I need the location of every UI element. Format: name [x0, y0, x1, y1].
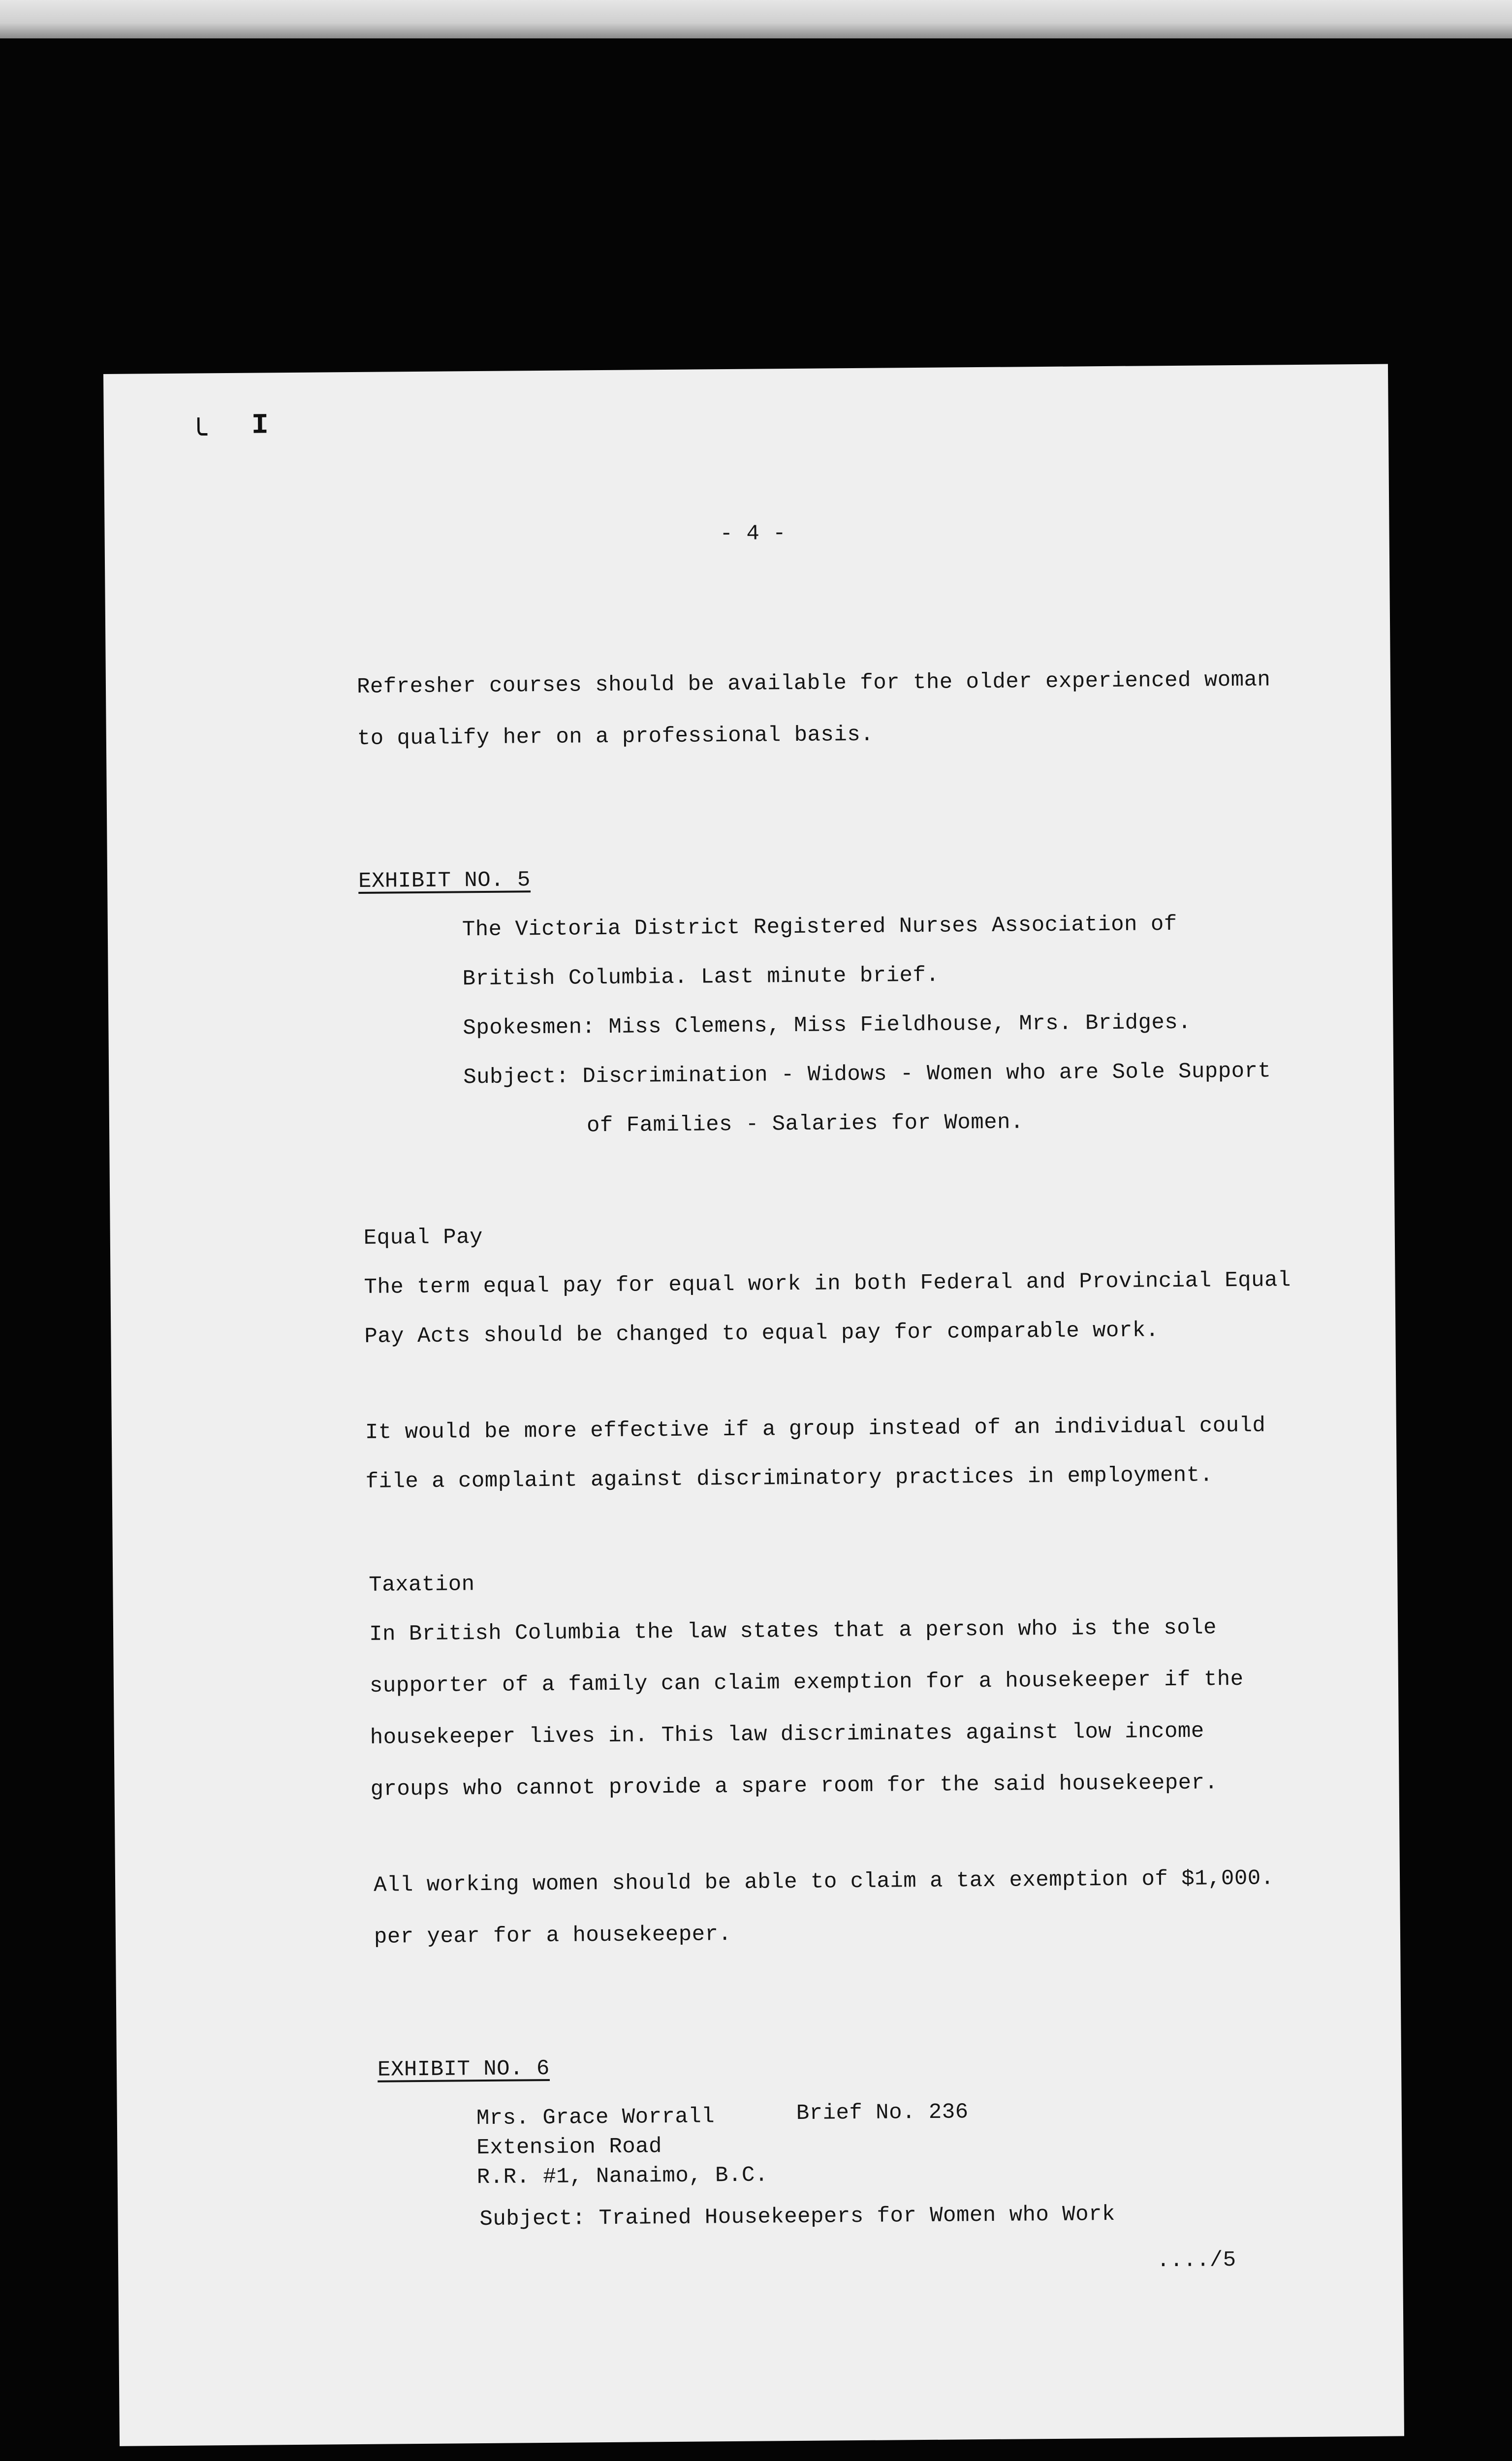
taxation-line: All working women should be able to claim a tax exemption of $1,000.	[373, 1866, 1274, 1898]
page-number: - 4 -	[720, 521, 787, 547]
taxation-line: groups who cannot provide a spare room for the said housekeeper.	[370, 1770, 1218, 1802]
equal-pay-line: It would be more effective if a group instead of an individual could	[365, 1413, 1266, 1445]
exhibit-6-subject: Subject: Trained Housekeepers for Women who Work	[479, 2202, 1116, 2232]
equal-pay-line: Pay Acts should be changed to equal pay for comparable work.	[364, 1318, 1159, 1349]
section-heading-taxation: Taxation	[369, 1572, 475, 1598]
film-edge	[0, 0, 1512, 38]
hole-punch-mark: ╰	[189, 421, 208, 453]
intro-line: to qualify her on a professional basis.	[357, 722, 874, 751]
exhibit-5-line: British Columbia. Last minute brief.	[462, 963, 940, 992]
document-page	[103, 364, 1404, 2446]
exhibit-6-heading: EXHIBIT NO. 6	[377, 2056, 550, 2082]
exhibit-6-address-line: Mrs. Grace Worrall	[476, 2104, 715, 2131]
equal-pay-line: The term equal pay for equal work in both Federal and Provincial Equal	[364, 1268, 1292, 1300]
section-heading-equal-pay: Equal Pay	[363, 1225, 483, 1251]
hole-punch-mark: I	[251, 410, 269, 442]
taxation-line: In British Columbia the law states that a person who is the sole	[369, 1615, 1217, 1647]
taxation-line: supporter of a family can claim exemption for a housekeeper if the	[369, 1667, 1244, 1699]
exhibit-6-address-line: Extension Road	[476, 2134, 662, 2161]
equal-pay-line: file a complaint against discriminatory practices in employment.	[365, 1463, 1213, 1494]
exhibit-6-address-line: R.R. #1, Nanaimo, B.C.	[476, 2163, 768, 2190]
taxation-line: housekeeper lives in. This law discriminates against low income	[370, 1719, 1204, 1750]
exhibit-5-line: of Families - Salaries for Women.	[586, 1110, 1024, 1138]
exhibit-5-heading: EXHIBIT NO. 5	[358, 868, 531, 894]
continuation-marker: ..../5	[1156, 2248, 1236, 2273]
intro-line: Refresher courses should be available for the older experienced woman	[356, 667, 1271, 699]
taxation-line: per year for a housekeeper.	[374, 1922, 732, 1950]
exhibit-6-brief-number: Brief No. 236	[796, 2100, 969, 2126]
exhibit-5-line: Spokesmen: Miss Clemens, Miss Fieldhouse, Mrs. Bridges.	[463, 1010, 1192, 1041]
exhibit-5-line: The Victoria District Registered Nurses Association of	[462, 912, 1177, 943]
exhibit-5-line: Subject: Discrimination - Widows - Women who are Sole Support	[463, 1059, 1271, 1090]
